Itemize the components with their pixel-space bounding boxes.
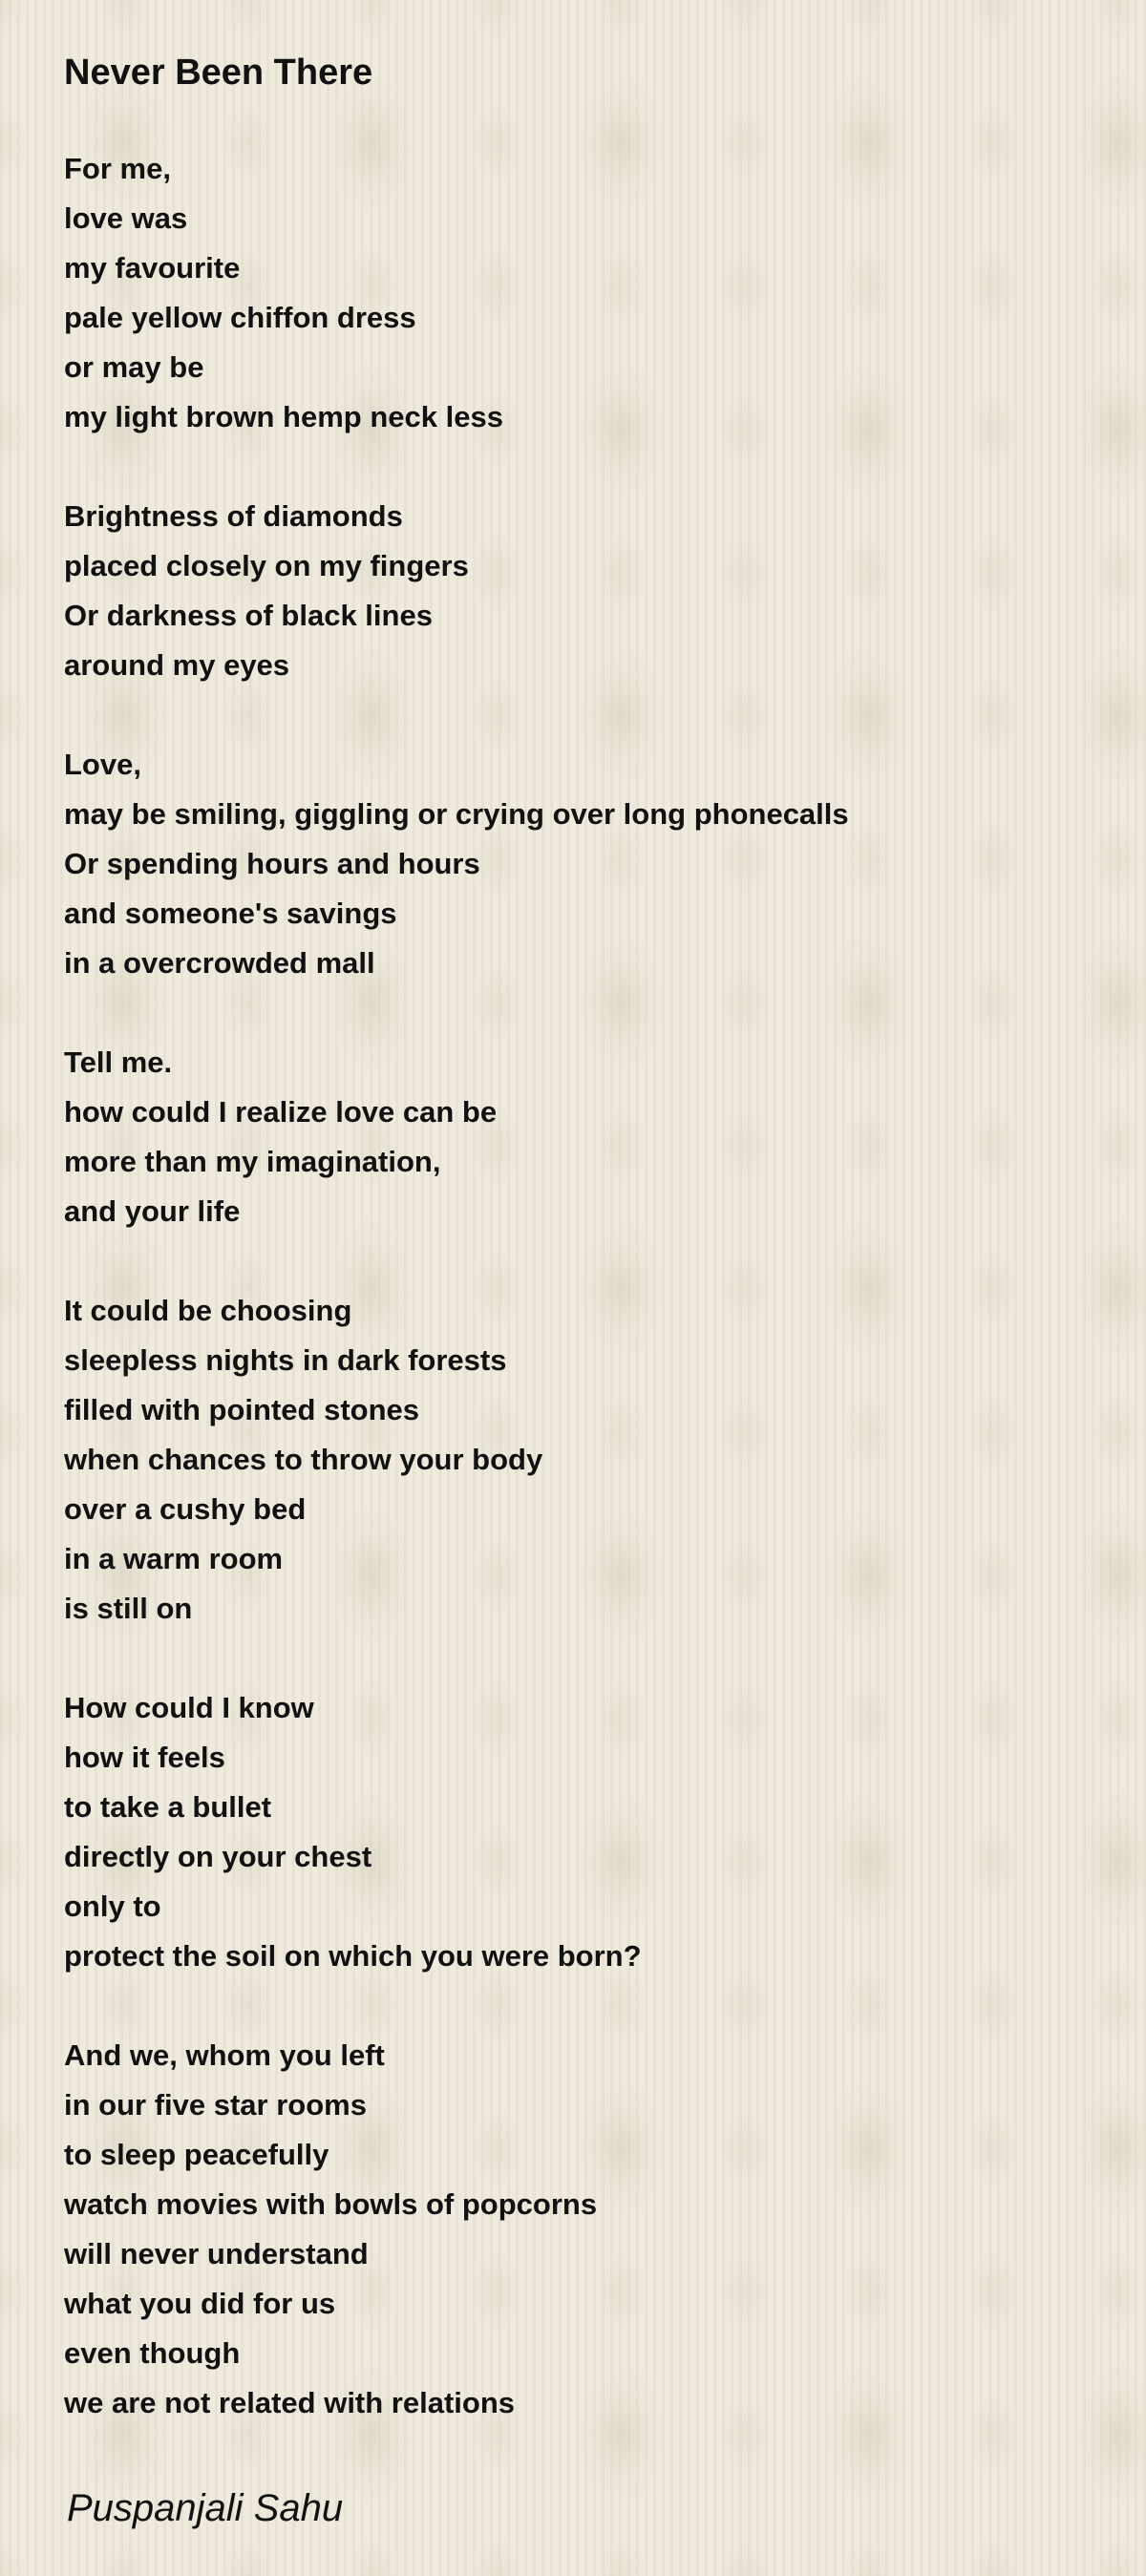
poem-line: protect the soil on which you were born?	[64, 1939, 642, 1973]
poem-line: Brightness of diamonds	[64, 499, 403, 533]
poem-line: or may be	[64, 350, 204, 384]
poem-line: even though	[64, 2336, 241, 2370]
poem-line: we are not related with relations	[64, 2386, 516, 2419]
poem-line: how it feels	[64, 1741, 225, 1774]
poem-line: Tell me.	[64, 1045, 173, 1079]
poem-line: will never understand	[64, 2237, 369, 2270]
poem-line: in our five star rooms	[64, 2088, 367, 2122]
poem-body	[64, 144, 1095, 2428]
stanza	[64, 1038, 1095, 1236]
poem-line: pale yellow chiffon dress	[64, 301, 416, 334]
stanza	[64, 144, 1095, 442]
poem-line: And we, whom you left	[64, 2038, 385, 2072]
poem-line: may be smiling, giggling or crying over long phonecalls	[64, 797, 849, 831]
poem-line: in a overcrowded mall	[64, 946, 375, 980]
poem-line: Or darkness of black lines	[64, 599, 433, 632]
poem-line: and your life	[64, 1194, 241, 1228]
poem-line: how could I realize love can be	[64, 1095, 498, 1129]
poem-line: to take a bullet	[64, 1790, 272, 1824]
poem-line: It could be choosing	[64, 1294, 352, 1327]
stanza	[64, 1683, 1095, 1981]
stanza	[64, 2031, 1095, 2428]
poem-line: sleepless nights in dark forests	[64, 1343, 507, 1377]
stanza	[64, 740, 1095, 988]
poem-page	[64, 48, 1095, 2533]
poem-line: my favourite	[64, 251, 241, 285]
poem-line: Love,	[64, 748, 141, 781]
poem-line: when chances to throw your body	[64, 1443, 543, 1476]
stanza	[64, 492, 1095, 690]
poem-line: around my eyes	[64, 648, 290, 682]
poem-line: and someone's savings	[64, 897, 397, 930]
poem-line: more than my imagination,	[64, 1145, 441, 1178]
poem-line: How could I know	[64, 1691, 314, 1724]
poem-line: is still on	[64, 1592, 193, 1625]
poem-line: filled with pointed stones	[64, 1393, 419, 1426]
poem-author: Puspanjali Sahu	[67, 2487, 344, 2529]
poem-line: only to	[64, 1890, 161, 1923]
poem-title: Never Been There	[64, 53, 373, 93]
poem-line: watch movies with bowls of popcorns	[64, 2187, 598, 2221]
stanza	[64, 1286, 1095, 1634]
poem-line: For me,	[64, 152, 171, 185]
poem-line: directly on your chest	[64, 1840, 372, 1873]
poem-line: what you did for us	[64, 2287, 336, 2320]
poem-line: over a cushy bed	[64, 1492, 307, 1526]
poem-line: my light brown hemp neck less	[64, 400, 503, 433]
poem-line: placed closely on my fingers	[64, 549, 469, 582]
poem-line: Or spending hours and hours	[64, 847, 480, 880]
poem-line: to sleep peacefully	[64, 2138, 329, 2171]
poem-line: love was	[64, 201, 188, 235]
poem-line: in a warm room	[64, 1542, 284, 1575]
